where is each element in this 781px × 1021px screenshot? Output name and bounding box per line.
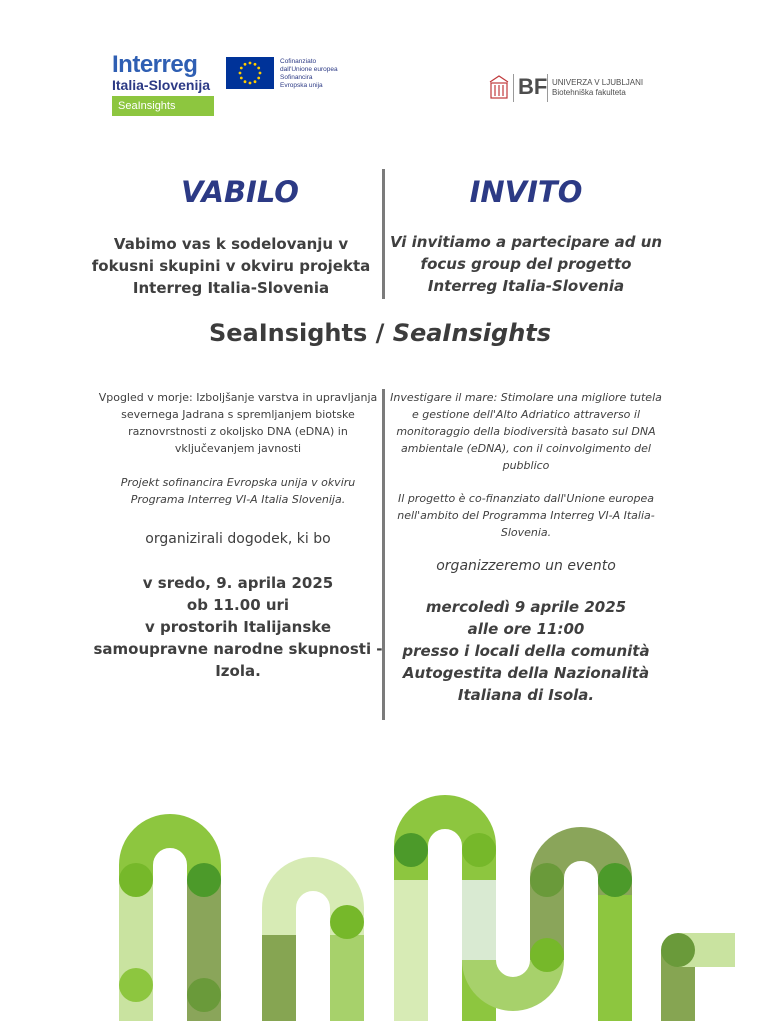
logo-separator xyxy=(513,74,514,102)
university-building-icon xyxy=(488,74,510,100)
eu-text-line: dall'Unione europea xyxy=(280,66,338,73)
interreg-logo-title: Interreg xyxy=(112,51,198,78)
event-place: v prostorih Italijanske samoupravne narodne skupnosti - Izola. xyxy=(93,618,383,680)
bf-logo: BF xyxy=(518,74,548,99)
project-name-separator: / xyxy=(375,319,385,347)
cofinancing-slovenian: Projekt sofinancira Evropska unija v okviru Programa Interreg VI-A Italia Slovenija. xyxy=(120,476,356,506)
event-time: ob 11.00 uri xyxy=(186,596,290,614)
university-name: UNIVERZA V LJUBLJANI xyxy=(552,78,644,87)
eu-text-line: Cofinanziato xyxy=(280,58,317,65)
project-name-it: SeaInsights xyxy=(392,319,552,347)
event-day: v sredo, 9. aprila 2025 xyxy=(142,574,334,592)
eu-text-line: Evropska unija xyxy=(280,82,323,89)
event-day: mercoledì 9 aprile 2025 xyxy=(425,598,627,616)
heading-vabilo: VABILO xyxy=(181,175,299,209)
organised-slovenian: organizirali dogodek, ki bo xyxy=(145,531,331,547)
description-italian: Investigare il mare: Stimolare una migliore tutela e gestione dell'Alto Adriatico attraverso il monitoraggio della biodiversità basato sul DNA ambientale (eDNA), con il coinvolgimento del pubblico xyxy=(390,391,662,472)
description-slovenian: Vpogled v morje: Izboljšanje varstva in upravljanja severnega Jadrana s spremljanjem biotske raznovrstnosti z okoljsko DNA (eDNA) in vključevanjem javnosti xyxy=(98,391,378,455)
project-name-sl: SeaInsights xyxy=(208,319,368,347)
column-divider xyxy=(382,169,385,299)
interreg-logo-subtitle: Italia-Slovenija xyxy=(112,77,211,93)
logo-separator xyxy=(547,74,548,102)
event-details-italian xyxy=(386,596,666,706)
decorative-wave-graphic xyxy=(0,790,781,1021)
event-time: alle ore 11:00 xyxy=(467,620,585,638)
project-badge: SeaInsights xyxy=(112,96,214,116)
faculty-name: Biotehniška fakulteta xyxy=(552,88,626,97)
event-details-slovenian xyxy=(92,572,384,682)
cofinancing-italian: Il progetto è co-finanziato dall'Unione europea nell'ambito del Programma Interreg VI-A Italia-Slovenia. xyxy=(397,492,655,539)
project-title xyxy=(0,316,760,350)
eu-text-line: Sofinancira xyxy=(280,74,313,81)
eu-flag-icon xyxy=(226,57,274,89)
event-place: presso i locali della comunità Autogestita della Nazionalità Italiana di Isola. xyxy=(402,642,650,704)
intro-slovenian: Vabimo vas k sodelovanju v fokusni skupini v okviru projekta Interreg Italia-Slovenia xyxy=(91,235,371,297)
intro-italian: Vi invitiamo a partecipare ad un focus group del progetto Interreg Italia-Slovenia xyxy=(389,233,663,295)
organised-italian: organizzeremo un evento xyxy=(436,558,616,574)
eu-cofinancing-text xyxy=(280,58,350,90)
heading-invito: INVITO xyxy=(469,175,583,209)
